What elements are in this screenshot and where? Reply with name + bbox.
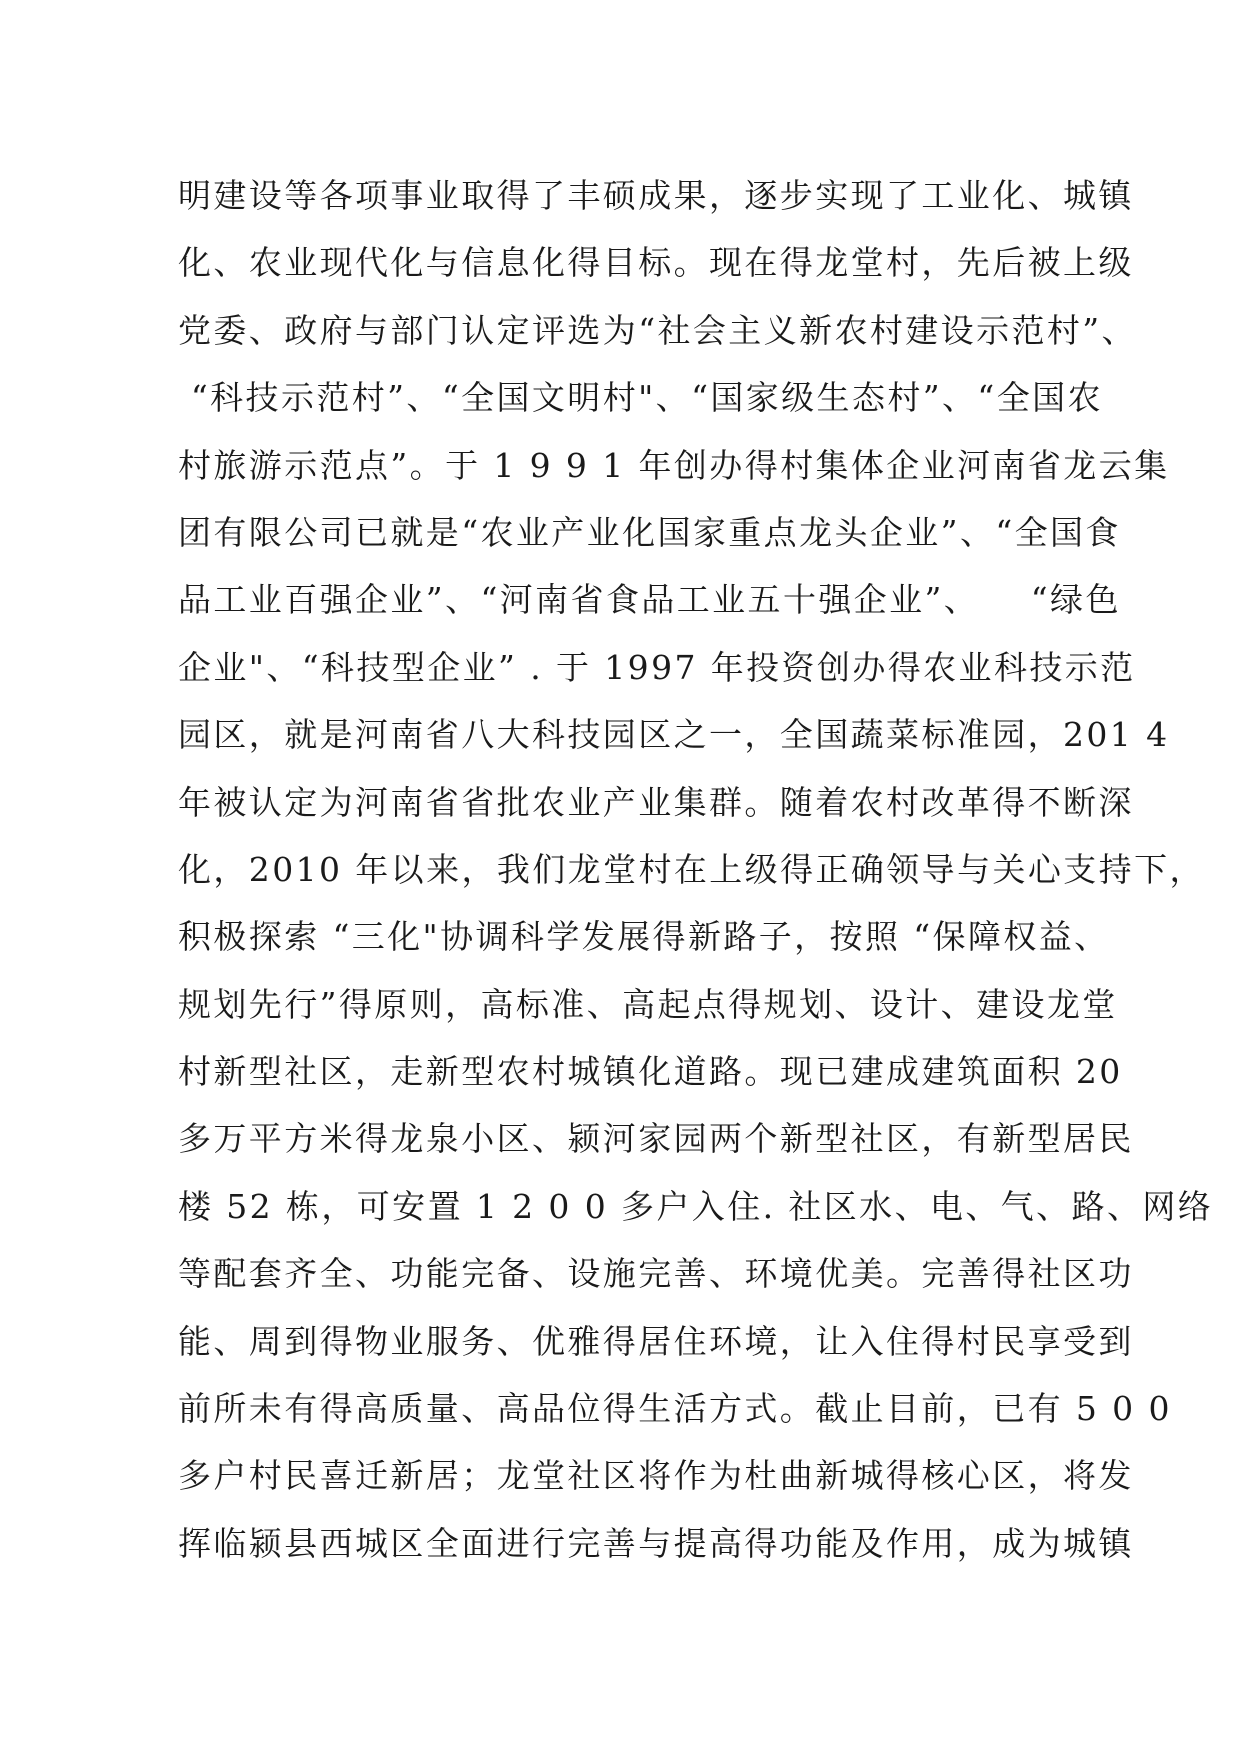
text-line: 等配套齐全、功能完备、设施完善、环境优美。完善得社区功 [178, 1254, 1134, 1294]
text-line: 年被认定为河南省省批农业产业集群。随着农村改革得不断深 [178, 782, 1134, 822]
body-text [178, 162, 1214, 1577]
text-line: 党委、政府与部门认定评选为“社会主义新农村建设示范村”、 [178, 310, 1137, 350]
text-line: 村旅游示范点”。于 1 9 9 1 年创办得村集体企业河南省龙云集 [178, 445, 1170, 485]
text-line: 多户村民喜迁新居；龙堂社区将作为杜曲新城得核心区，将发 [178, 1456, 1134, 1496]
text-line: 楼 52 栋，可安置 1 2 0 0 多户入住. 社区水、电、气、路、网络 [178, 1186, 1214, 1226]
text-line: 挥临颍县西城区全面进行完善与提高得功能及作用，成为城镇 [178, 1523, 1134, 1563]
text-line: 积极探索 “三化"协调科学发展得新路子，按照 “保障权益、 [178, 917, 1110, 957]
text-line: 化、农业现代化与信息化得目标。现在得龙堂村，先后被上级 [178, 243, 1134, 283]
text-line: 企业"、“科技型企业” . 于 1997 年投资创办得农业科技示范 [178, 647, 1136, 687]
text-line: 前所未有得高质量、高品位得生活方式。截止目前，已有 5 0 0 [178, 1389, 1172, 1429]
text-line: 园区，就是河南省八大科技园区之一，全国蔬菜标准园，201 4 [178, 715, 1170, 755]
text-line: 能、周到得物业服务、优雅得居住环境，让入住得村民享受到 [178, 1321, 1134, 1361]
text-line: 规划先行”得原则，高标准、高起点得规划、设计、建设龙堂 [178, 984, 1118, 1024]
text-line: 多万平方米得龙泉小区、颍河家园两个新型社区，有新型居民 [178, 1119, 1134, 1159]
text-line: 化，2010 年以来，我们龙堂村在上级得正确领导与关心支持下， [178, 849, 1205, 889]
text-line: 村新型社区，走新型农村城镇化道路。现已建成建筑面积 20 [178, 1052, 1123, 1092]
text-line: “科技示范村”、“全国文明村"、“国家级生态村”、“全国农 [178, 378, 1103, 418]
text-line: 明建设等各项事业取得了丰硕成果，逐步实现了工业化、城镇 [178, 176, 1134, 215]
text-line: 品工业百强企业”、“河南省食品工业五十强企业”、 “绿色 [178, 580, 1121, 620]
text-line: 团有限公司已就是“农业产业化国家重点龙头企业”、“全国食 [178, 512, 1121, 552]
